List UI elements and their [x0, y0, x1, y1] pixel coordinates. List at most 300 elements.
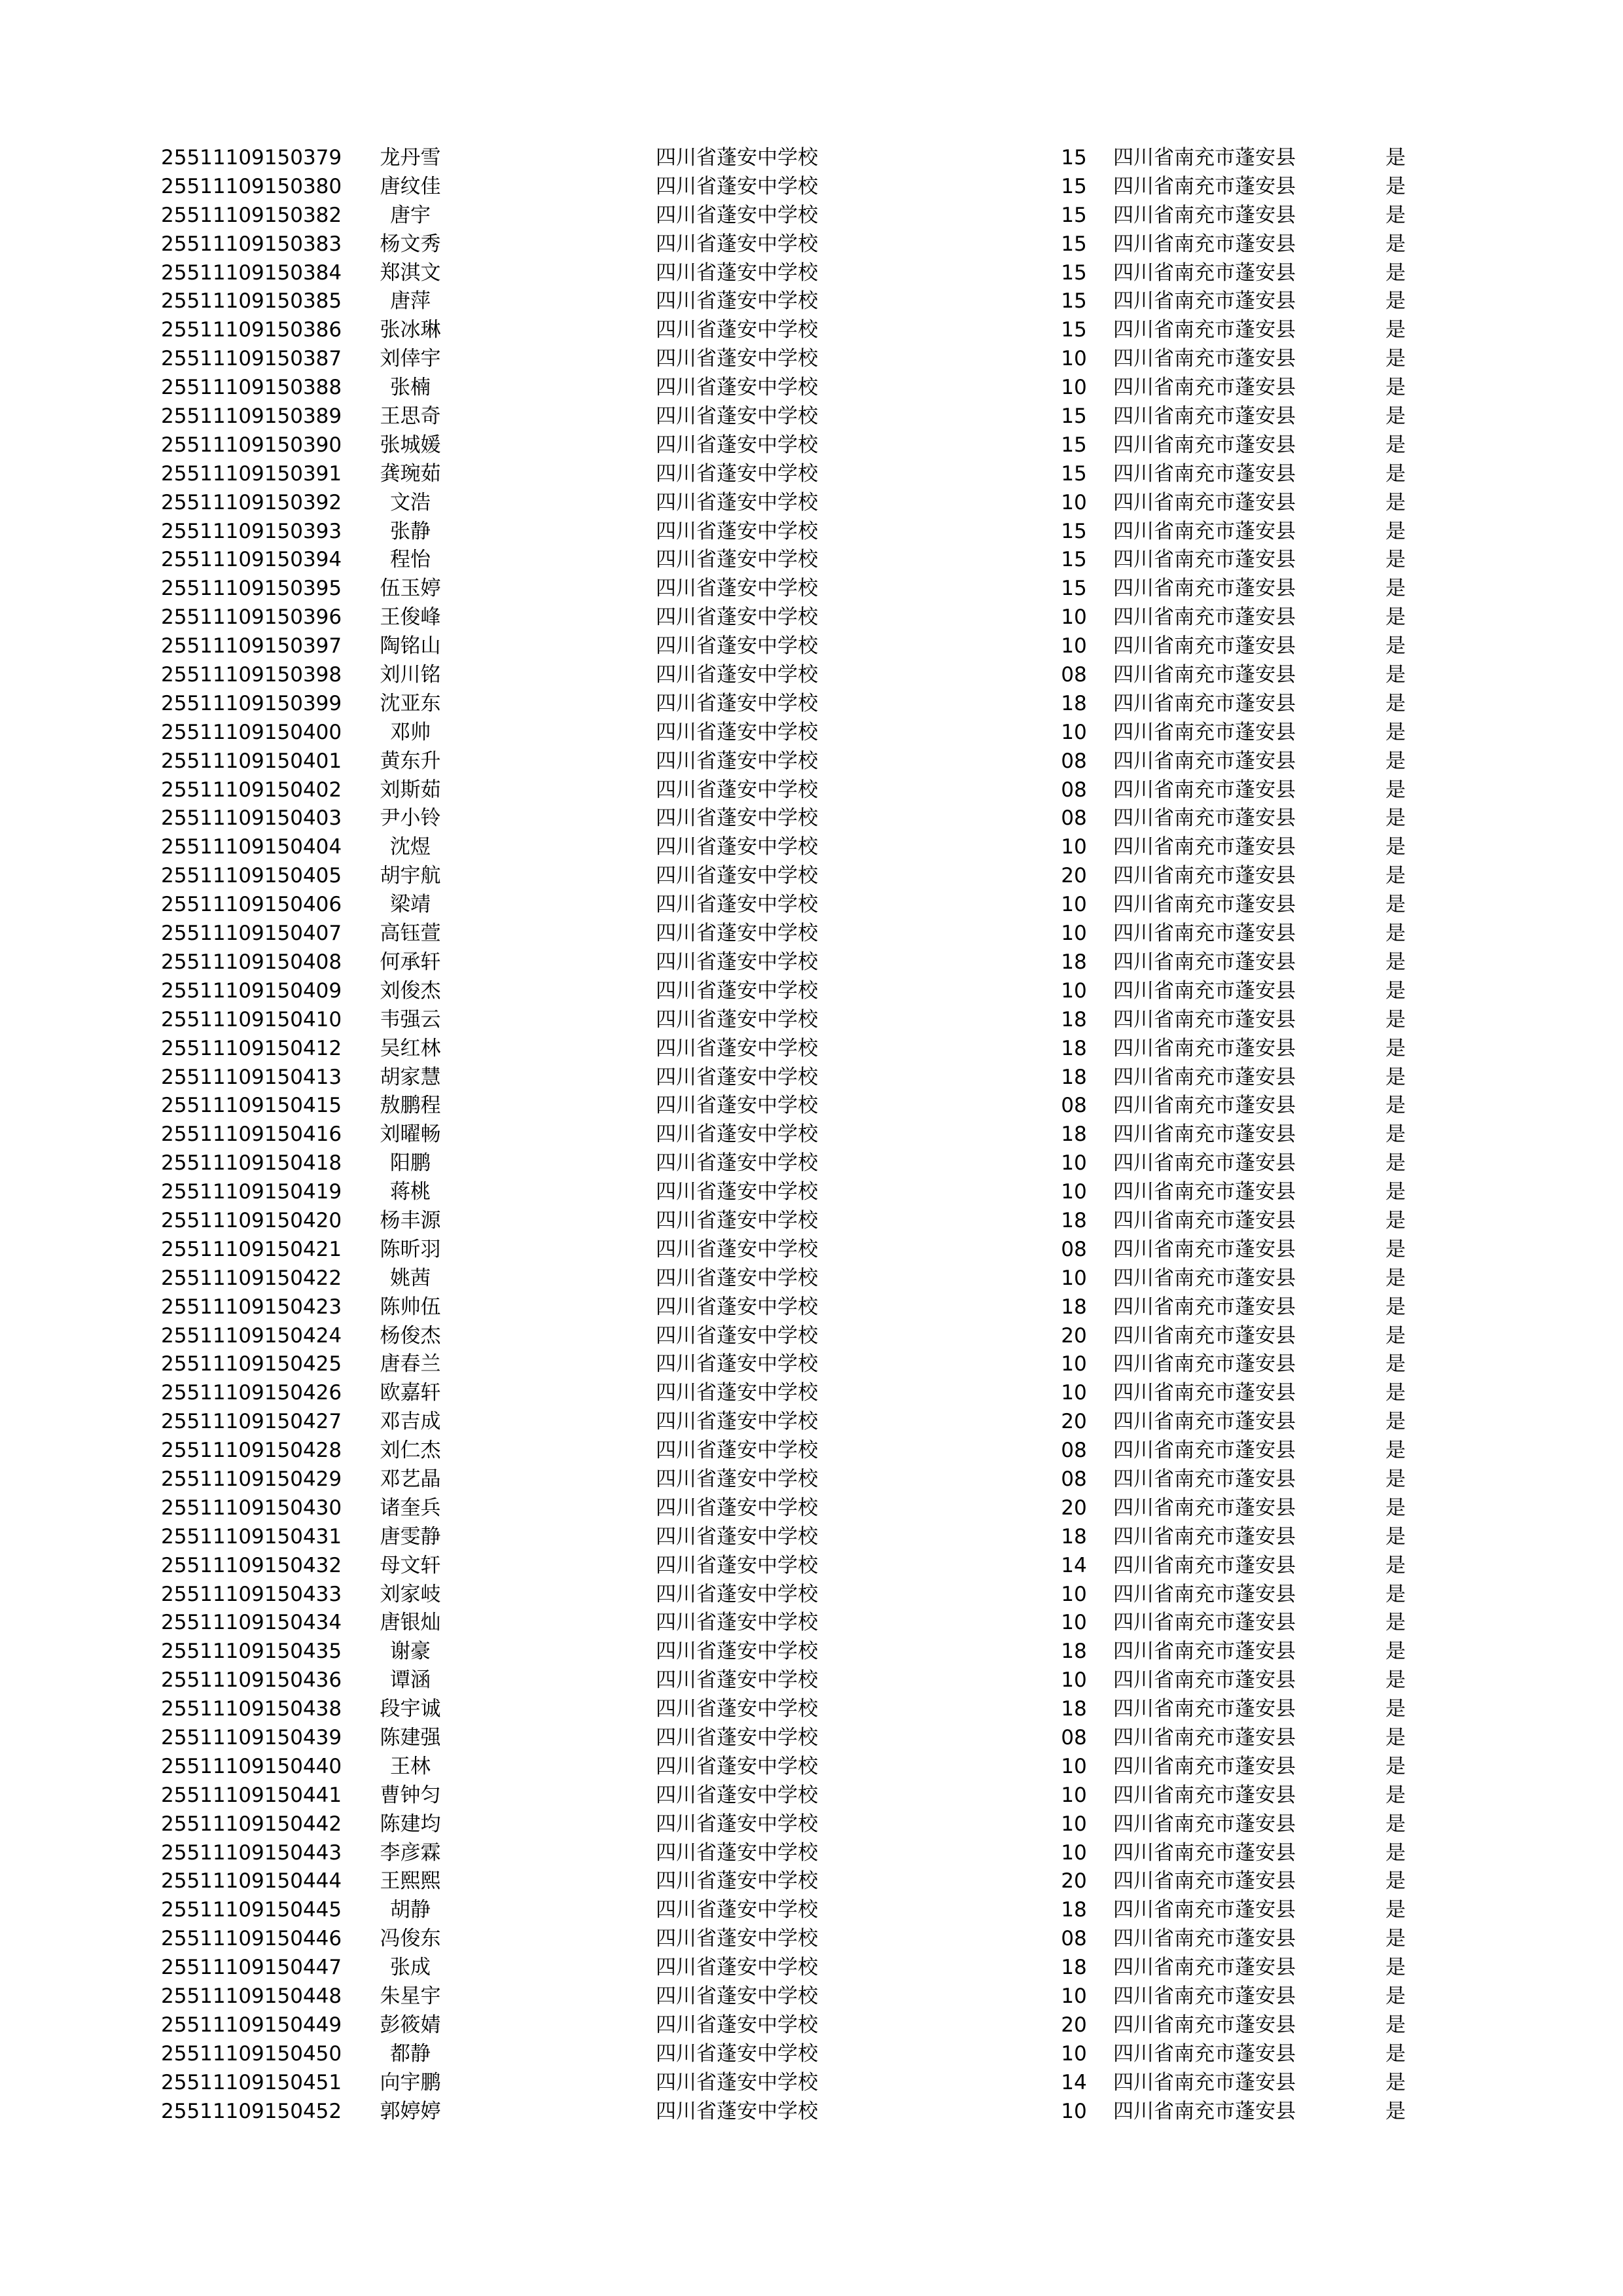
region-cell: 四川省南充市蓬安县 — [1113, 2099, 1296, 2123]
score-cell: 08 — [1061, 778, 1087, 802]
score-cell: 18 — [1061, 1208, 1087, 1232]
student-name-cell: 段宇诚 — [380, 1697, 441, 1721]
region-cell: 四川省南充市蓬安县 — [1113, 174, 1296, 198]
student-name-cell: 胡静 — [390, 1898, 431, 1922]
student-id-cell: 25511109150429 — [161, 1467, 342, 1491]
table-row — [0, 374, 1623, 403]
score-cell: 10 — [1061, 978, 1087, 1003]
school-name-cell: 四川省蓬安中学校 — [656, 1381, 818, 1405]
score-cell: 08 — [1061, 663, 1087, 687]
eligibility-flag-cell: 是 — [1385, 376, 1406, 400]
table-row — [0, 1121, 1623, 1149]
region-cell: 四川省南充市蓬安县 — [1113, 260, 1296, 285]
score-cell: 10 — [1061, 893, 1087, 917]
score-cell: 08 — [1061, 1927, 1087, 1951]
score-cell: 18 — [1061, 1524, 1087, 1549]
score-cell: 20 — [1061, 1410, 1087, 1434]
eligibility-flag-cell: 是 — [1385, 318, 1406, 342]
school-name-cell: 四川省蓬安中学校 — [656, 691, 818, 715]
region-cell: 四川省南充市蓬安县 — [1113, 1524, 1296, 1549]
table-row — [0, 1982, 1623, 2011]
table-row — [0, 1350, 1623, 1379]
school-name-cell: 四川省蓬安中学校 — [656, 1094, 818, 1118]
student-id-cell: 25511109150384 — [161, 260, 342, 285]
table-row — [0, 575, 1623, 603]
student-name-cell: 刘斯茹 — [380, 778, 441, 802]
region-cell: 四川省南充市蓬安县 — [1113, 376, 1296, 400]
student-name-cell: 杨丰源 — [380, 1208, 441, 1232]
score-cell: 18 — [1061, 1036, 1087, 1060]
table-row — [0, 1408, 1623, 1437]
student-name-cell: 曹钟匀 — [380, 1783, 441, 1807]
eligibility-flag-cell: 是 — [1385, 232, 1406, 256]
table-row — [0, 1782, 1623, 1810]
table-row — [0, 1609, 1623, 1638]
eligibility-flag-cell: 是 — [1385, 1956, 1406, 1980]
school-name-cell: 四川省蓬安中学校 — [656, 1553, 818, 1577]
table-row — [0, 1753, 1623, 1782]
student-id-cell: 25511109150427 — [161, 1410, 342, 1434]
student-name-cell: 韦强云 — [380, 1007, 441, 1031]
eligibility-flag-cell: 是 — [1385, 577, 1406, 601]
eligibility-flag-cell: 是 — [1385, 1869, 1406, 1893]
school-name-cell: 四川省蓬安中学校 — [656, 978, 818, 1003]
student-id-cell: 25511109150448 — [161, 1984, 342, 2008]
table-row — [0, 1379, 1623, 1408]
score-cell: 10 — [1061, 1381, 1087, 1405]
school-name-cell: 四川省蓬安中学校 — [656, 720, 818, 744]
region-cell: 四川省南充市蓬安县 — [1113, 548, 1296, 572]
region-cell: 四川省南充市蓬安县 — [1113, 749, 1296, 773]
student-id-cell: 25511109150446 — [161, 1927, 342, 1951]
eligibility-flag-cell: 是 — [1385, 893, 1406, 917]
score-cell: 08 — [1061, 1439, 1087, 1463]
table-row — [0, 259, 1623, 288]
student-name-cell: 王俊峰 — [380, 605, 441, 630]
student-name-cell: 唐雯静 — [380, 1524, 441, 1549]
student-name-cell: 王熙熙 — [380, 1869, 441, 1893]
student-id-cell: 25511109150450 — [161, 2041, 342, 2066]
region-cell: 四川省南充市蓬安县 — [1113, 1467, 1296, 1491]
region-cell: 四川省南充市蓬安县 — [1113, 1553, 1296, 1577]
school-name-cell: 四川省蓬安中学校 — [656, 433, 818, 457]
student-id-cell: 25511109150431 — [161, 1524, 342, 1549]
eligibility-flag-cell: 是 — [1385, 1812, 1406, 1836]
score-cell: 08 — [1061, 1725, 1087, 1749]
table-row — [0, 431, 1623, 460]
student-id-cell: 25511109150415 — [161, 1094, 342, 1118]
region-cell: 四川省南充市蓬安县 — [1113, 289, 1296, 314]
student-name-cell: 冯俊东 — [380, 1927, 441, 1951]
region-cell: 四川省南充市蓬安县 — [1113, 232, 1296, 256]
eligibility-flag-cell: 是 — [1385, 2070, 1406, 2094]
school-name-cell: 四川省蓬安中学校 — [656, 289, 818, 314]
region-cell: 四川省南充市蓬安县 — [1113, 778, 1296, 802]
school-name-cell: 四川省蓬安中学校 — [656, 404, 818, 429]
student-id-cell: 25511109150404 — [161, 835, 342, 859]
eligibility-flag-cell: 是 — [1385, 1553, 1406, 1577]
table-row — [0, 1006, 1623, 1035]
student-name-cell: 唐宇 — [390, 203, 431, 227]
eligibility-flag-cell: 是 — [1385, 1582, 1406, 1606]
school-name-cell: 四川省蓬安中学校 — [656, 260, 818, 285]
region-cell: 四川省南充市蓬安县 — [1113, 1439, 1296, 1463]
student-id-cell: 25511109150434 — [161, 1611, 342, 1635]
score-cell: 20 — [1061, 1496, 1087, 1520]
region-cell: 四川省南充市蓬安县 — [1113, 1927, 1296, 1951]
student-id-cell: 25511109150433 — [161, 1582, 342, 1606]
table-row — [0, 202, 1623, 230]
score-cell: 10 — [1061, 2041, 1087, 2066]
student-id-cell: 25511109150436 — [161, 1668, 342, 1693]
region-cell: 四川省南充市蓬安县 — [1113, 1237, 1296, 1261]
student-id-cell: 25511109150410 — [161, 1007, 342, 1031]
student-name-cell: 王思奇 — [380, 404, 441, 429]
student-name-cell: 郑淇文 — [380, 260, 441, 285]
student-name-cell: 张冰琳 — [380, 318, 441, 342]
school-name-cell: 四川省蓬安中学校 — [656, 922, 818, 946]
student-id-cell: 25511109150442 — [161, 1812, 342, 1836]
student-id-cell: 25511109150400 — [161, 720, 342, 744]
score-cell: 08 — [1061, 806, 1087, 831]
eligibility-flag-cell: 是 — [1385, 749, 1406, 773]
school-name-cell: 四川省蓬安中学校 — [656, 577, 818, 601]
student-name-cell: 刘倖宇 — [380, 347, 441, 371]
school-name-cell: 四川省蓬安中学校 — [656, 1151, 818, 1175]
eligibility-flag-cell: 是 — [1385, 1151, 1406, 1175]
score-cell: 10 — [1061, 1984, 1087, 2008]
eligibility-flag-cell: 是 — [1385, 1410, 1406, 1434]
school-name-cell: 四川省蓬安中学校 — [656, 2041, 818, 2066]
student-name-cell: 陈建均 — [380, 1812, 441, 1836]
student-id-cell: 25511109150422 — [161, 1266, 342, 1290]
region-cell: 四川省南充市蓬安县 — [1113, 1956, 1296, 1980]
student-name-cell: 邓吉成 — [380, 1410, 441, 1434]
score-cell: 20 — [1061, 1323, 1087, 1348]
school-name-cell: 四川省蓬安中学校 — [656, 461, 818, 486]
eligibility-flag-cell: 是 — [1385, 1065, 1406, 1089]
region-cell: 四川省南充市蓬安县 — [1113, 1725, 1296, 1749]
score-cell: 18 — [1061, 1697, 1087, 1721]
score-cell: 10 — [1061, 376, 1087, 400]
table-row — [0, 1293, 1623, 1322]
eligibility-flag-cell: 是 — [1385, 806, 1406, 831]
table-row — [0, 1638, 1623, 1666]
region-cell: 四川省南充市蓬安县 — [1113, 1094, 1296, 1118]
student-name-cell: 龚琬茹 — [380, 461, 441, 486]
table-row — [0, 1322, 1623, 1351]
eligibility-flag-cell: 是 — [1385, 2013, 1406, 2037]
table-row — [0, 1064, 1623, 1092]
score-cell: 10 — [1061, 1668, 1087, 1693]
student-id-cell: 25511109150426 — [161, 1381, 342, 1405]
score-cell: 10 — [1061, 347, 1087, 371]
score-cell: 18 — [1061, 1122, 1087, 1147]
table-row — [0, 776, 1623, 805]
score-cell: 10 — [1061, 1611, 1087, 1635]
region-cell: 四川省南充市蓬安县 — [1113, 663, 1296, 687]
eligibility-flag-cell: 是 — [1385, 1496, 1406, 1520]
eligibility-flag-cell: 是 — [1385, 1122, 1406, 1147]
table-row — [0, 1581, 1623, 1609]
table-row — [0, 518, 1623, 547]
score-cell: 10 — [1061, 720, 1087, 744]
score-cell: 18 — [1061, 950, 1087, 974]
eligibility-flag-cell: 是 — [1385, 1783, 1406, 1807]
student-id-cell: 25511109150424 — [161, 1323, 342, 1348]
school-name-cell: 四川省蓬安中学校 — [656, 1984, 818, 2008]
eligibility-flag-cell: 是 — [1385, 2041, 1406, 2066]
student-name-cell: 陶铭山 — [380, 634, 441, 658]
student-id-cell: 25511109150416 — [161, 1122, 342, 1147]
region-cell: 四川省南充市蓬安县 — [1113, 490, 1296, 514]
eligibility-flag-cell: 是 — [1385, 1036, 1406, 1060]
student-name-cell: 王林 — [390, 1754, 431, 1778]
table-row — [0, 977, 1623, 1006]
region-cell: 四川省南充市蓬安县 — [1113, 605, 1296, 630]
student-id-cell: 25511109150395 — [161, 577, 342, 601]
region-cell: 四川省南充市蓬安县 — [1113, 1754, 1296, 1778]
table-row — [0, 920, 1623, 948]
region-cell: 四川省南充市蓬安县 — [1113, 978, 1296, 1003]
region-cell: 四川省南充市蓬安县 — [1113, 318, 1296, 342]
student-id-cell: 25511109150444 — [161, 1869, 342, 1893]
eligibility-flag-cell: 是 — [1385, 1927, 1406, 1951]
student-id-cell: 25511109150430 — [161, 1496, 342, 1520]
region-cell: 四川省南充市蓬安县 — [1113, 1036, 1296, 1060]
table-row — [0, 287, 1623, 316]
student-id-cell: 25511109150390 — [161, 433, 342, 457]
student-name-cell: 高钰萱 — [380, 922, 441, 946]
score-cell: 15 — [1061, 404, 1087, 429]
region-cell: 四川省南充市蓬安县 — [1113, 1697, 1296, 1721]
student-name-cell: 刘家岐 — [380, 1582, 441, 1606]
region-cell: 四川省南充市蓬安县 — [1113, 893, 1296, 917]
school-name-cell: 四川省蓬安中学校 — [656, 1927, 818, 1951]
school-name-cell: 四川省蓬安中学校 — [656, 1323, 818, 1348]
region-cell: 四川省南充市蓬安县 — [1113, 922, 1296, 946]
school-name-cell: 四川省蓬安中学校 — [656, 2099, 818, 2123]
score-cell: 15 — [1061, 318, 1087, 342]
region-cell: 四川省南充市蓬安县 — [1113, 1783, 1296, 1807]
student-name-cell: 何承轩 — [380, 950, 441, 974]
student-name-cell: 欧嘉轩 — [380, 1381, 441, 1405]
score-cell: 18 — [1061, 1640, 1087, 1664]
region-cell: 四川省南充市蓬安县 — [1113, 1180, 1296, 1204]
school-name-cell: 四川省蓬安中学校 — [656, 1122, 818, 1147]
table-row — [0, 690, 1623, 719]
table-row — [0, 1465, 1623, 1494]
school-name-cell: 四川省蓬安中学校 — [656, 1065, 818, 1089]
school-name-cell: 四川省蓬安中学校 — [656, 835, 818, 859]
eligibility-flag-cell: 是 — [1385, 1295, 1406, 1319]
table-row — [0, 661, 1623, 690]
score-cell: 08 — [1061, 749, 1087, 773]
student-name-cell: 张楠 — [390, 376, 431, 400]
eligibility-flag-cell: 是 — [1385, 548, 1406, 572]
student-name-cell: 李彦霖 — [380, 1840, 441, 1865]
student-id-cell: 25511109150452 — [161, 2099, 342, 2123]
table-row — [0, 833, 1623, 862]
table-row — [0, 1437, 1623, 1465]
student-name-cell: 唐银灿 — [380, 1611, 441, 1635]
eligibility-flag-cell: 是 — [1385, 1352, 1406, 1376]
student-id-cell: 25511109150438 — [161, 1697, 342, 1721]
student-name-cell: 吴红林 — [380, 1036, 441, 1060]
region-cell: 四川省南充市蓬安县 — [1113, 1812, 1296, 1836]
student-id-cell: 25511109150393 — [161, 519, 342, 543]
table-row — [0, 747, 1623, 776]
table-row — [0, 632, 1623, 661]
table-row — [0, 460, 1623, 489]
region-cell: 四川省南充市蓬安县 — [1113, 1840, 1296, 1865]
region-cell: 四川省南充市蓬安县 — [1113, 1410, 1296, 1434]
table-row — [0, 144, 1623, 173]
student-id-cell: 25511109150418 — [161, 1151, 342, 1175]
school-name-cell: 四川省蓬安中学校 — [656, 806, 818, 831]
student-name-cell: 梁靖 — [390, 893, 431, 917]
student-name-cell: 蒋桃 — [390, 1180, 431, 1204]
score-cell: 08 — [1061, 1237, 1087, 1261]
score-cell: 18 — [1061, 1065, 1087, 1089]
school-name-cell: 四川省蓬安中学校 — [656, 1754, 818, 1778]
score-cell: 08 — [1061, 1467, 1087, 1491]
student-id-cell: 25511109150420 — [161, 1208, 342, 1232]
student-name-cell: 唐纹佳 — [380, 174, 441, 198]
eligibility-flag-cell: 是 — [1385, 1323, 1406, 1348]
eligibility-flag-cell: 是 — [1385, 1381, 1406, 1405]
school-name-cell: 四川省蓬安中学校 — [656, 2013, 818, 2037]
eligibility-flag-cell: 是 — [1385, 1266, 1406, 1290]
eligibility-flag-cell: 是 — [1385, 1984, 1406, 2008]
student-name-cell: 唐萍 — [390, 289, 431, 314]
region-cell: 四川省南充市蓬安县 — [1113, 835, 1296, 859]
school-name-cell: 四川省蓬安中学校 — [656, 376, 818, 400]
table-row — [0, 1724, 1623, 1753]
table-row — [0, 1867, 1623, 1896]
eligibility-flag-cell: 是 — [1385, 1898, 1406, 1922]
student-id-cell: 25511109150396 — [161, 605, 342, 630]
score-cell: 14 — [1061, 2070, 1087, 2094]
student-id-cell: 25511109150386 — [161, 318, 342, 342]
table-row — [0, 1839, 1623, 1868]
table-row — [0, 1092, 1623, 1121]
score-cell: 15 — [1061, 548, 1087, 572]
score-cell: 15 — [1061, 174, 1087, 198]
region-cell: 四川省南充市蓬安县 — [1113, 1611, 1296, 1635]
student-name-cell: 胡家慧 — [380, 1065, 441, 1089]
region-cell: 四川省南充市蓬安县 — [1113, 691, 1296, 715]
table-row — [0, 2040, 1623, 2069]
eligibility-flag-cell: 是 — [1385, 922, 1406, 946]
student-name-cell: 张城媛 — [380, 433, 441, 457]
table-row — [0, 546, 1623, 575]
school-name-cell: 四川省蓬安中学校 — [656, 778, 818, 802]
table-row — [0, 1925, 1623, 1954]
student-id-cell: 25511109150379 — [161, 146, 342, 170]
student-id-cell: 25511109150401 — [161, 749, 342, 773]
region-cell: 四川省南充市蓬安县 — [1113, 1640, 1296, 1664]
score-cell: 15 — [1061, 203, 1087, 227]
school-name-cell: 四川省蓬安中学校 — [656, 1180, 818, 1204]
score-cell: 10 — [1061, 922, 1087, 946]
table-row — [0, 862, 1623, 891]
region-cell: 四川省南充市蓬安县 — [1113, 1295, 1296, 1319]
eligibility-flag-cell: 是 — [1385, 864, 1406, 888]
school-name-cell: 四川省蓬安中学校 — [656, 1467, 818, 1491]
table-row — [0, 2011, 1623, 2040]
score-cell: 15 — [1061, 519, 1087, 543]
table-row — [0, 489, 1623, 518]
score-cell: 10 — [1061, 1582, 1087, 1606]
table-row — [0, 1552, 1623, 1581]
table-row — [0, 316, 1623, 345]
school-name-cell: 四川省蓬安中学校 — [656, 1725, 818, 1749]
school-name-cell: 四川省蓬安中学校 — [656, 490, 818, 514]
table-row — [0, 948, 1623, 977]
school-name-cell: 四川省蓬安中学校 — [656, 1697, 818, 1721]
school-name-cell: 四川省蓬安中学校 — [656, 146, 818, 170]
school-name-cell: 四川省蓬安中学校 — [656, 1812, 818, 1836]
eligibility-flag-cell: 是 — [1385, 1524, 1406, 1549]
eligibility-flag-cell: 是 — [1385, 490, 1406, 514]
score-cell: 10 — [1061, 1151, 1087, 1175]
score-cell: 10 — [1061, 605, 1087, 630]
eligibility-flag-cell: 是 — [1385, 461, 1406, 486]
eligibility-flag-cell: 是 — [1385, 174, 1406, 198]
table-row — [0, 1149, 1623, 1178]
table-row — [0, 230, 1623, 259]
eligibility-flag-cell: 是 — [1385, 1754, 1406, 1778]
region-cell: 四川省南充市蓬安县 — [1113, 1266, 1296, 1290]
region-cell: 四川省南充市蓬安县 — [1113, 1323, 1296, 1348]
score-cell: 10 — [1061, 490, 1087, 514]
region-cell: 四川省南充市蓬安县 — [1113, 433, 1296, 457]
eligibility-flag-cell: 是 — [1385, 950, 1406, 974]
table-row — [0, 1666, 1623, 1695]
student-name-cell: 文浩 — [390, 490, 431, 514]
region-cell: 四川省南充市蓬安县 — [1113, 577, 1296, 601]
table-row — [0, 2069, 1623, 2098]
student-id-cell: 25511109150449 — [161, 2013, 342, 2037]
eligibility-flag-cell: 是 — [1385, 146, 1406, 170]
student-id-cell: 25511109150397 — [161, 634, 342, 658]
school-name-cell: 四川省蓬安中学校 — [656, 1582, 818, 1606]
table-row — [0, 603, 1623, 632]
student-id-cell: 25511109150421 — [161, 1237, 342, 1261]
student-id-cell: 25511109150402 — [161, 778, 342, 802]
region-cell: 四川省南充市蓬安县 — [1113, 950, 1296, 974]
eligibility-flag-cell: 是 — [1385, 1725, 1406, 1749]
student-id-cell: 25511109150387 — [161, 347, 342, 371]
student-name-cell: 龙丹雪 — [380, 146, 441, 170]
table-row — [0, 1896, 1623, 1925]
table-row — [0, 1523, 1623, 1552]
region-cell: 四川省南充市蓬安县 — [1113, 2041, 1296, 2066]
student-id-cell: 25511109150398 — [161, 663, 342, 687]
student-name-cell: 阳鹏 — [390, 1151, 431, 1175]
student-name-cell: 敖鹏程 — [380, 1094, 441, 1118]
eligibility-flag-cell: 是 — [1385, 1007, 1406, 1031]
school-name-cell: 四川省蓬安中学校 — [656, 1007, 818, 1031]
school-name-cell: 四川省蓬安中学校 — [656, 548, 818, 572]
school-name-cell: 四川省蓬安中学校 — [656, 749, 818, 773]
school-name-cell: 四川省蓬安中学校 — [656, 2070, 818, 2094]
student-name-cell: 陈帅伍 — [380, 1295, 441, 1319]
eligibility-flag-cell: 是 — [1385, 1697, 1406, 1721]
region-cell: 四川省南充市蓬安县 — [1113, 634, 1296, 658]
student-name-cell: 彭筱婧 — [380, 2013, 441, 2037]
